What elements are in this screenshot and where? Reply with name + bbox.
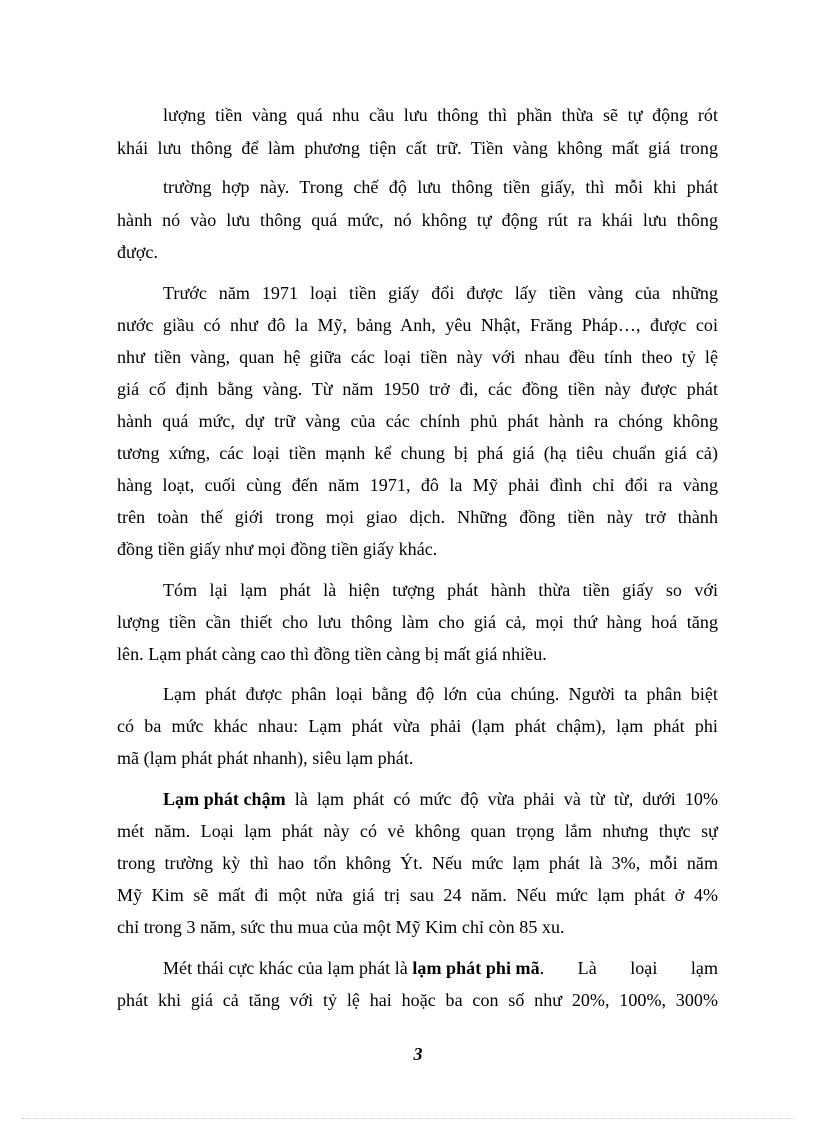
text-line: Tóm lại lạm phát là hiện tượng phát hành thừa tiền giấy so với <box>163 580 718 600</box>
text-line: chỉ trong 3 năm, sức thu mua của một Mỹ Kim chỉ còn 85 xu. <box>117 917 565 937</box>
text-line: lên. Lạm phát càng cao thì đồng tiền càng bị mất giá nhiều. <box>117 644 547 664</box>
text-line: có ba mức khác nhau: Lạm phát vừa phải (lạm phát chậm), lạm phát phi <box>117 716 718 736</box>
page-number: 3 <box>413 1044 423 1064</box>
text-line: lượng tiền vàng quá nhu cầu lưu thông thì phần thừa sẽ tự động rót <box>163 105 718 125</box>
text-line: phát khi giá cả tăng với tỷ lệ hai hoặc ba con số như 20%, 100%, 300% <box>117 990 718 1010</box>
text-fragment: là lạm phát có mức độ vừa phải và từ từ, dưới 10% <box>285 789 718 809</box>
bold-term: lạm phát phi mã <box>412 958 540 978</box>
bold-term: Lạm phát chậm <box>163 789 286 809</box>
text-fragment: . Là loại lạm <box>539 958 718 978</box>
text-line: được. <box>117 242 159 262</box>
text-line: trường hợp này. Trong chế độ lưu thông tiền giấy, thì mỗi khi phát <box>163 177 718 197</box>
text-line: giá cố định bằng vàng. Từ năm 1950 trở đi, các đồng tiền này được phát <box>117 379 718 399</box>
text-line: trên toàn thế giới trong mọi giao dịch. Những đồng tiền này trở thành <box>117 507 718 527</box>
footer-divider <box>22 1118 794 1119</box>
text-line: tương xứng, các loại tiền mạnh kể chung bị phá giá (hạ tiêu chuẩn giá cả) <box>117 443 718 463</box>
text-line: lượng tiền cần thiết cho lưu thông làm cho giá cả, mọi thứ hàng hoá tăng <box>117 612 718 632</box>
text-line: khái lưu thông để làm phương tiện cất trữ. Tiền vàng không mất giá trong <box>117 138 718 158</box>
text-fragment: Mét thái cực khác của lạm phát là <box>163 958 413 978</box>
text-line <box>163 788 718 810</box>
text-line: nước giầu có như đô la Mỹ, bảng Anh, yêu Nhật, Frăng Pháp…, được coi <box>117 315 718 335</box>
text-line: mã (lạm phát phát nhanh), siêu lạm phát. <box>117 748 414 768</box>
text-line: Lạm phát được phân loại bằng độ lớn của chúng. Người ta phân biệt <box>163 684 718 704</box>
text-line: như tiền vàng, quan hệ giữa các loại tiền này với nhau đều tính theo tỷ lệ <box>117 347 718 367</box>
text-line: trong trường kỳ thì hao tổn không Ýt. Nếu mức lạm phát là 3%, mỗi năm <box>117 853 718 873</box>
text-line <box>163 957 718 979</box>
text-line: mét năm. Loại lạm phát này có vẻ không quan trọng lắm nhưng thực sự <box>117 821 718 841</box>
text-line: Trước năm 1971 loại tiền giấy đổi được lấy tiền vàng của những <box>163 283 718 303</box>
text-line: đồng tiền giấy như mọi đồng tiền giấy khác. <box>117 539 438 559</box>
text-line: hàng loạt, cuối cùng đến năm 1971, đô la Mỹ phải đình chỉ đổi ra vàng <box>117 475 718 495</box>
text-line: hành quá mức, dự trữ vàng của các chính phủ phát hành ra chóng không <box>117 411 718 431</box>
text-line: hành nó vào lưu thông quá mức, nó không tự động rút ra khái lưu thông <box>117 210 718 230</box>
text-line: Mỹ Kim sẽ mất đi một nửa giá trị sau 24 năm. Nếu mức lạm phát ở 4% <box>117 885 718 905</box>
